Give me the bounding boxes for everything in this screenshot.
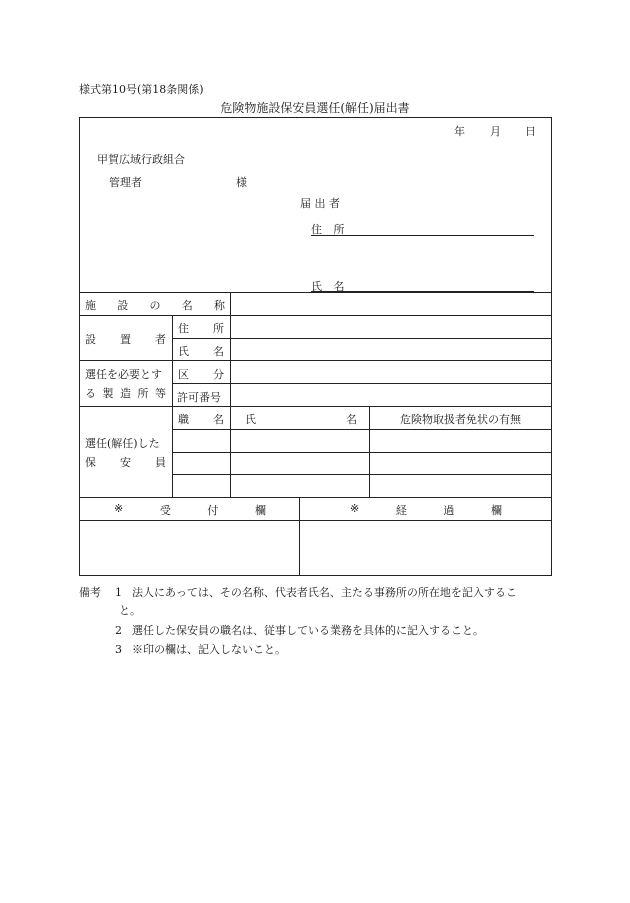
note-1-text: 法人にあっては、その名称、代表者氏名、主たる事務所の所在地を記入するこ [132,586,517,599]
addressee-role: 管理者 [109,176,142,189]
note-1-text-continued: と。 [119,604,141,617]
row-divider [172,429,552,430]
installer-address-label: 住 所 [178,322,224,335]
col-divider [230,315,231,497]
form-number: 様式第10号(第18条関係) [79,83,204,96]
reception-column-header: ※ 受 付 欄 [114,502,266,517]
row-divider [79,292,552,293]
permit-number-label: 許可番号 [177,391,221,404]
column-header-position: 職 名 [178,413,224,426]
row-divider [172,338,552,339]
col-divider [299,497,300,576]
category-label: 区 分 [178,368,224,381]
notifier-address-underline [311,235,534,236]
addressee-honorific: 様 [236,176,247,189]
row-divider [79,520,552,521]
column-header-name: 氏 名 [245,413,357,426]
progress-column-header: ※ 経 過 欄 [350,502,502,517]
row-divider [79,497,552,498]
note-1-number: 1 [115,586,122,599]
row-divider [172,474,552,475]
row-divider [79,360,552,361]
column-header-license: 危険物取扱者免状の有無 [400,413,521,426]
addressee-organization: 甲賀広域行政組合 [97,153,185,166]
date-month: 月 [490,125,501,138]
facility-name-label: 施 設 の 名 称 [85,299,225,312]
row-divider [79,406,552,407]
row-divider [172,383,552,384]
date-day: 日 [525,125,536,138]
manufacturing-site-label-line2: る 製 造 所 等 [85,387,166,400]
note-3-text: ※印の欄は、記入しないこと。 [132,643,286,656]
security-staff-label-line1: 選任(解任)した [85,437,160,450]
row-divider [172,452,552,453]
row-divider [79,315,552,316]
note-2-text: 選任した保安員の職名は、従事している業務を具体的に記入すること。 [132,624,484,637]
col-divider [172,315,173,497]
notifier-address-label: 住 所 [311,223,345,236]
security-staff-label-line2: 保 安 員 [85,456,166,469]
date-year: 年 [454,125,465,138]
notifier-name-label: 氏 名 [311,280,345,293]
form-title: 危険物施設保安員選任(解任)届出書 [220,101,410,115]
manufacturing-site-label-line1: 選任を必要とす [85,368,162,381]
installer-name-label: 氏 名 [178,345,224,358]
notifier-label: 届 出 者 [300,197,340,210]
installer-label: 設 置 者 [85,333,166,346]
note-3-number: 3 [115,643,122,656]
notes-label: 備考 [79,586,101,599]
col-divider [230,292,231,315]
note-2-number: 2 [115,624,122,637]
